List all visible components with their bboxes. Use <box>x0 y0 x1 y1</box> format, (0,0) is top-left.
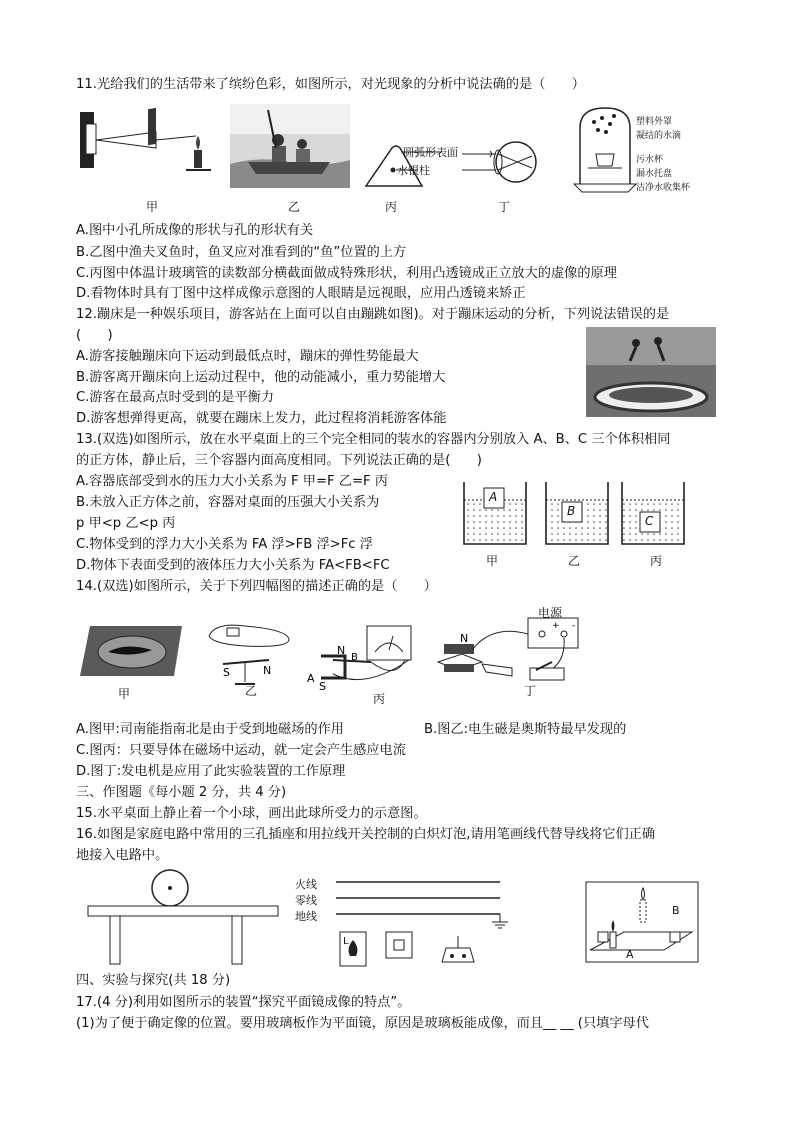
q17-stem: 17.(4 分)利用如图所示的装置“探究平面镜成像的特点”。 <box>76 995 411 1010</box>
q14-label-bing: 丙 <box>373 692 386 706</box>
q17-label-a: A <box>626 948 634 961</box>
q14-figure-ding-motor <box>432 614 582 692</box>
q14-power-label: 电源 <box>538 606 563 620</box>
q13-block-b: B <box>567 504 576 518</box>
q17-figure-mirror <box>584 880 700 966</box>
q14-option-c: C.图丙：只要导体在磁场中运动，就一定会产生感应电流 <box>76 743 406 758</box>
q12-stem-cont: ( ) <box>76 328 113 343</box>
q11-purifier-tray: 漏水托盘 <box>636 169 673 179</box>
svg-text:A: A <box>307 672 315 685</box>
q11-option-a: A.图中小孔所成像的形状与孔的形状有关 <box>76 223 314 238</box>
q16-wire-neutral: 零线 <box>295 894 317 907</box>
q16-wire-live: 火线 <box>295 878 317 891</box>
svg-text:B: B <box>351 652 358 663</box>
q16-figure-circuit <box>290 870 520 970</box>
svg-text:N: N <box>337 644 346 657</box>
q15-figure-ball-table <box>86 868 282 968</box>
q13-label-jia: 甲 <box>486 554 499 568</box>
svg-text:N: N <box>460 632 469 645</box>
q13-option-a: A.容器底部受到水的压力大小关系为 F 甲=F 乙=F 丙 <box>76 474 388 489</box>
q13-block-a: A <box>489 490 498 504</box>
q14-figure-yi-oersted <box>205 620 295 690</box>
q13-label-yi: 乙 <box>568 554 581 568</box>
q11-bing-surface-label: 圆弧形表面 <box>403 146 458 159</box>
q14-label-jia: 甲 <box>118 687 131 701</box>
q14-stem: 14.(双选)如图所示，关于下列四幅图的描述正确的是（ ） <box>76 579 437 594</box>
q17-label-b: B <box>672 904 680 917</box>
q16-text-cont: 地接入电路中。 <box>76 848 169 863</box>
q11-figure-ding-eye <box>462 138 542 188</box>
q11-bing-column-label: 水银柱 <box>397 164 430 177</box>
q13-option-d: D.物体下表面受到的液体压力大小关系为 FA<FB<FC <box>76 558 390 573</box>
q16-text: 16.如图是家庭电路中常用的三孔插座和用拉线开关控制的白炽灯泡,请用笔画线代替导线将它们正确 <box>76 827 656 842</box>
q13-option-b: B.未放入正方体之前，容器对桌面的压强大小关系为 <box>76 495 380 510</box>
q14-label-ding: 丁 <box>524 684 537 698</box>
q11-label-yi: 乙 <box>288 200 301 214</box>
q11-option-b: B.乙图中渔夫叉鱼时，鱼叉应对准看到的“鱼”位置的上方 <box>76 245 407 260</box>
q11-stem: 11.光给我们的生活带来了缤纷色彩，如图所示，对光现象的分析中说法确的是（ ） <box>76 77 585 92</box>
q14-figure-jia-sinan <box>76 622 188 680</box>
q13-stem: 13.(双选)如图所示，放在水平桌面上的三个完全相同的装水的容器内分别放入 A、B、C 三个体积相同 <box>76 432 671 447</box>
section-3-heading: 三、作图题《每小题 2 分，共 4 分) <box>76 785 287 800</box>
q12-option-a: A.游客接触蹦床向下运动到最低点时，蹦床的弹性势能最大 <box>76 349 419 364</box>
q14-option-d: D.图丁:发电机是应用了此实验装置的工作原理 <box>76 764 346 779</box>
svg-text:-: - <box>572 621 576 631</box>
q11-purifier-drops: 凝结的水滴 <box>636 131 682 141</box>
q17-part-1: (1)为了便于确定像的位置。要用玻璃板作为平面镜，原因是玻璃板能成像，而且__ __ (只填字母代 <box>76 1016 649 1031</box>
q12-figure-trampoline <box>586 327 716 417</box>
svg-text:N: N <box>263 664 272 677</box>
q11-label-bing: 丙 <box>385 200 398 214</box>
q11-option-c: C.丙图中体温计玻璃管的读数部分横截面做成特殊形状，利用凸透镜成正立放大的虚像的原理 <box>76 266 617 281</box>
section-4-heading: 四、实验与探究(共 18 分) <box>76 973 231 988</box>
q11-figure-yi-fisherman <box>230 104 350 188</box>
q13-stem-cont: 的正方体，静止后，三个容器内面高度相同。下列说法正确的是( ) <box>76 453 482 468</box>
q14-option-b: B.图乙:电生磁是奥斯特最早发现的 <box>424 722 627 737</box>
q13-block-c: C <box>645 514 654 528</box>
q11-figure-jia <box>76 102 218 186</box>
q13-label-bing: 丙 <box>650 554 663 568</box>
q16-lamp-label: L <box>343 936 349 947</box>
q12-stem: 12.蹦床是一种娱乐项目，游客站在上面可以自由蹦跳如图)。对于蹦床运动的分析，下列说法错误的是 <box>76 307 670 322</box>
q11-figure-purifier <box>570 104 640 194</box>
svg-text:S: S <box>223 666 230 679</box>
q12-option-c: C.游客在最高点时受到的是平衡力 <box>76 390 275 405</box>
q16-wire-ground: 地线 <box>295 910 317 923</box>
svg-text:S: S <box>319 680 326 692</box>
q12-option-d: D.游客想弹得更高，就要在蹦床上发力，此过程将消耗游客体能 <box>76 411 447 426</box>
q11-label-jia: 甲 <box>146 200 159 214</box>
q14-label-yi: 乙 <box>245 684 258 698</box>
svg-text:+: + <box>552 621 560 631</box>
q11-purifier-collector: 洁净水收集杯 <box>636 183 691 193</box>
q15-text: 15.水平桌面上静止着一个小球，画出此球所受力的示意图。 <box>76 806 427 821</box>
q14-figure-bing-induction <box>305 620 435 692</box>
q11-label-ding: 丁 <box>498 200 511 214</box>
q11-purifier-shell: 塑料外罩 <box>636 117 673 127</box>
q13-figure-containers <box>460 478 700 550</box>
q11-purifier-cup: 污水杯 <box>636 155 664 165</box>
q13-option-b-cont: p 甲<p 乙<p 丙 <box>76 516 176 531</box>
q11-option-d: D.看物体时具有丁图中这样成像示意图的人眼睛是远视眼，应用凸透镜来矫正 <box>76 286 526 301</box>
q14-option-a: A.图甲:司南能指南北是由于受到地磁场的作用 <box>76 722 344 737</box>
q12-option-b: B.游客离开蹦床向上运动过程中，他的动能减小，重力势能增大 <box>76 370 446 385</box>
q13-option-c: C.物体受到的浮力大小关系为 FA 浮>FB 浮>Fc 浮 <box>76 537 373 552</box>
